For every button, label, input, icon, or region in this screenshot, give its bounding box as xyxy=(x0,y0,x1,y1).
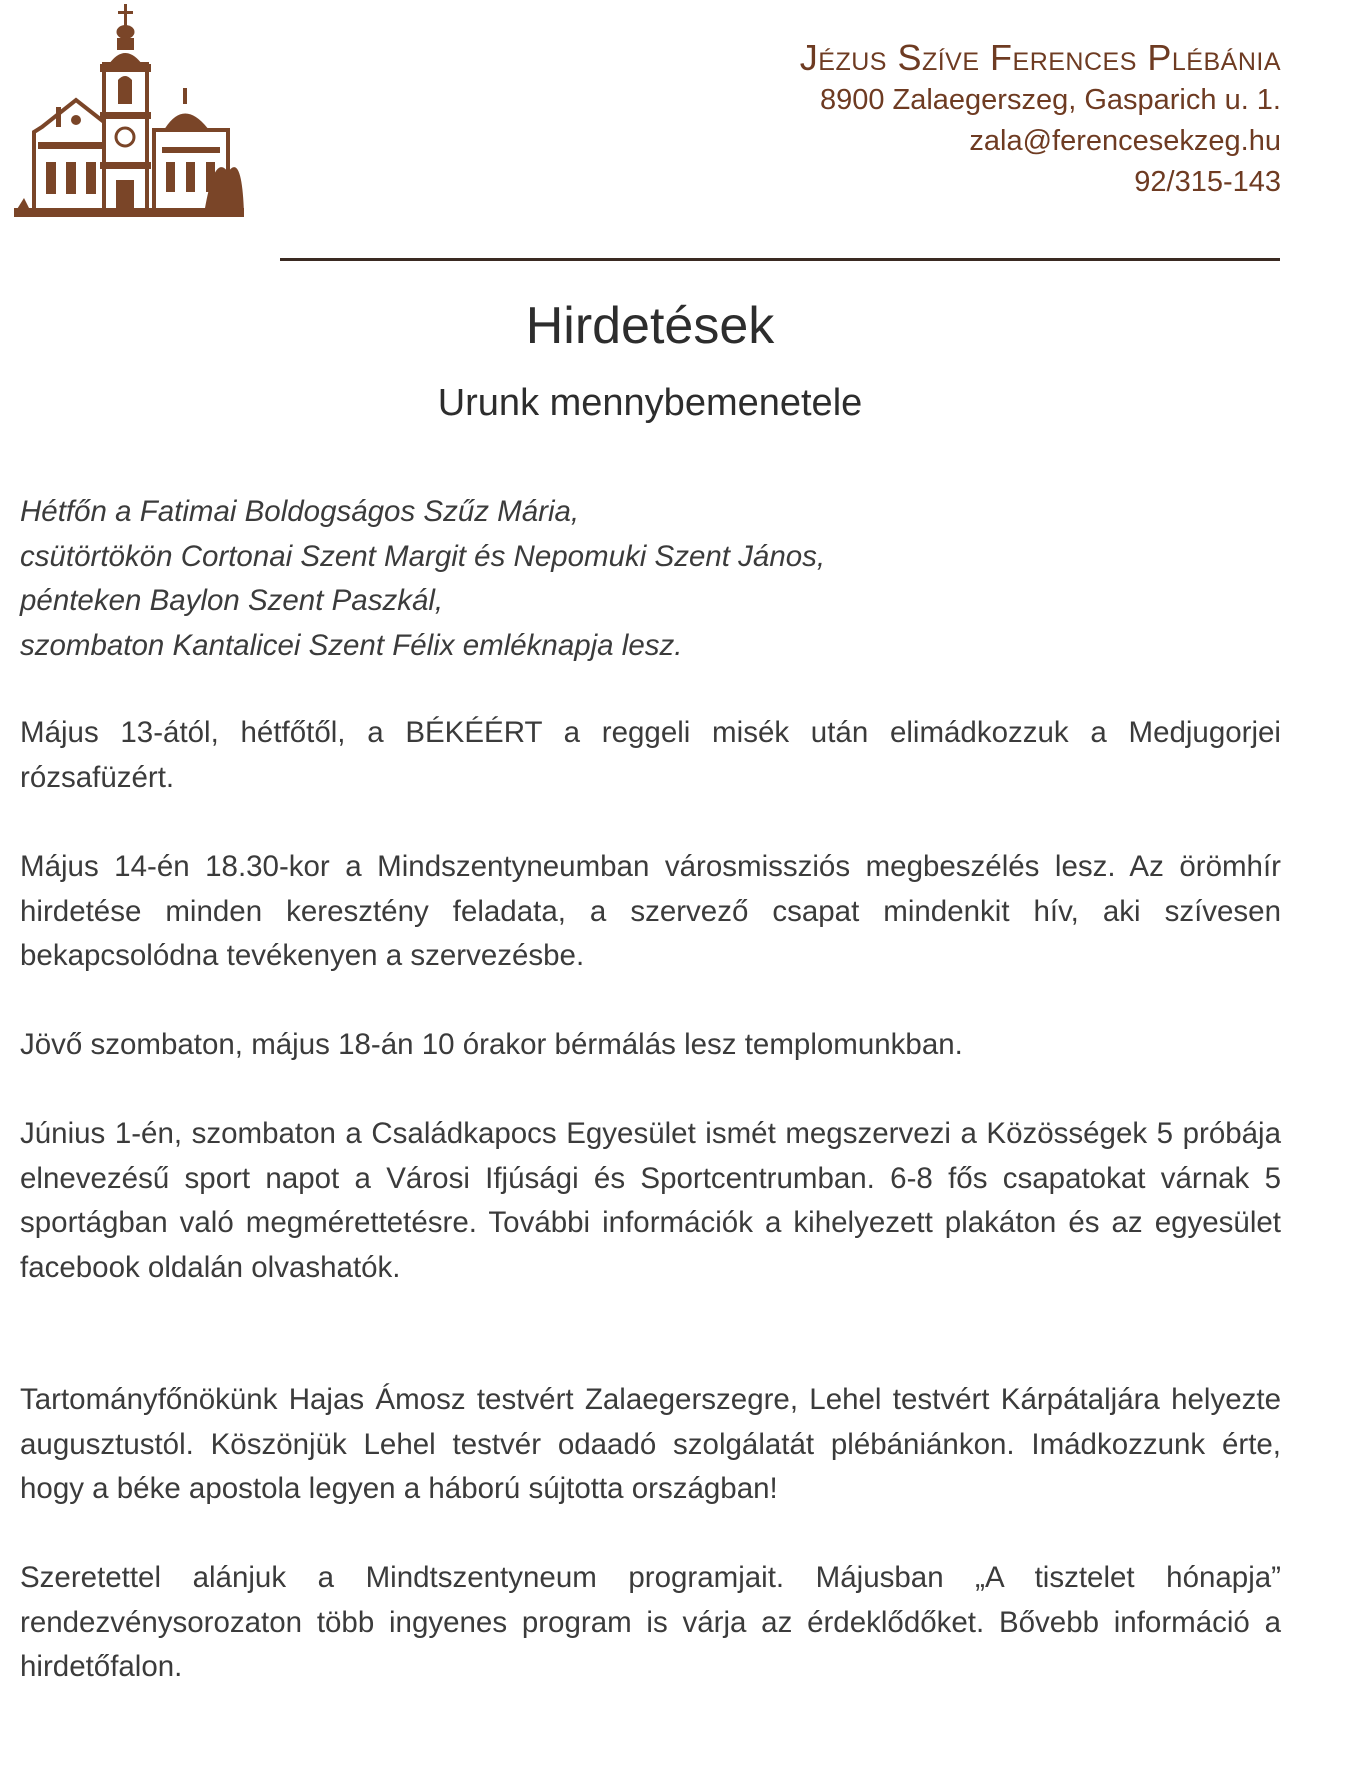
announcement-mindszentyneum: Szeretettel alánjuk a Mindtszentyneum programjait. Májusban „A tisztelet hónapja” rendezvénysorozaton több ingyenes program is várja az érdeklődőket. Bővebb információ a hirdetőfalon. xyxy=(20,1561,1281,1683)
announcement-city-mission: Május 14-én 18.30-kor a Mindszentyneumban városmissziós megbeszélés lesz. Az örömhír hirdetése minden keresztény feladata, a szervező csapat mindenkit hív, aki szívesen bekapcsolódna tevékenyen a szervezésbe. xyxy=(20,850,1281,972)
announcement-rosary: Május 13-ától, hétfőtől, a BÉKÉÉRT a reggeli misék után elimádkozzuk a Medjugorjei rózsafüzért. xyxy=(20,716,1281,794)
feast-line: csütörtökön Cortonai Szent Margit és Nepomuki Szent János, xyxy=(20,539,826,573)
page-title: Hirdetések xyxy=(525,297,775,355)
announcement-sport-day: Június 1-én, szombaton a Családkapocs Egyesület ismét megszervezi a Közösségek 5 próbája elnevezésű sport napot a Városi Ifjúsági és Sportcentrumban. 6-8 fős csapatokat várnak 5 sportágban való megmérettetésre. További információk a kihelyezett plakáton és az egyesület facebook oldalán olvashatók. xyxy=(20,1117,1281,1284)
feast-line: pénteken Baylon Szent Paszkál, xyxy=(20,584,444,617)
parish-address: 8900 Zalaegerszeg, Gasparich u. 1. xyxy=(819,84,1281,116)
feast-days xyxy=(20,490,1281,668)
parish-name: Jézus Szíve Ferences Plébánia xyxy=(799,37,1281,78)
announcement-friar-transfer: Tartományfőnökünk Hajas Ámosz testvért Zalaegerszegre, Lehel testvért Kárpátaljára helyezte augusztustól. Köszönjük Lehel testvér odaadó szolgálatát plébániánkon. Imádkozzunk érte, hogy a béke apostola legyen a háború sújtotta országban! xyxy=(20,1383,1281,1505)
parish-contact xyxy=(800,36,1281,203)
header-divider xyxy=(280,258,1280,261)
feast-line: Hétfőn a Fatimai Boldogságos Szűz Mária, xyxy=(20,495,580,528)
announcement-confirmation: Jövő szombaton, május 18-án 10 órakor bérmálás lesz templomunkban. xyxy=(20,1028,963,1061)
feast-line: szombaton Kantalicei Szent Félix emléknapja lesz. xyxy=(20,628,683,662)
church-logo xyxy=(14,2,244,237)
parish-email[interactable]: zala@ferencesekzeg.hu xyxy=(969,125,1281,157)
parish-phone[interactable]: 92/315-143 xyxy=(1134,166,1281,198)
page-subtitle: Urunk mennybemenetele xyxy=(437,382,863,424)
